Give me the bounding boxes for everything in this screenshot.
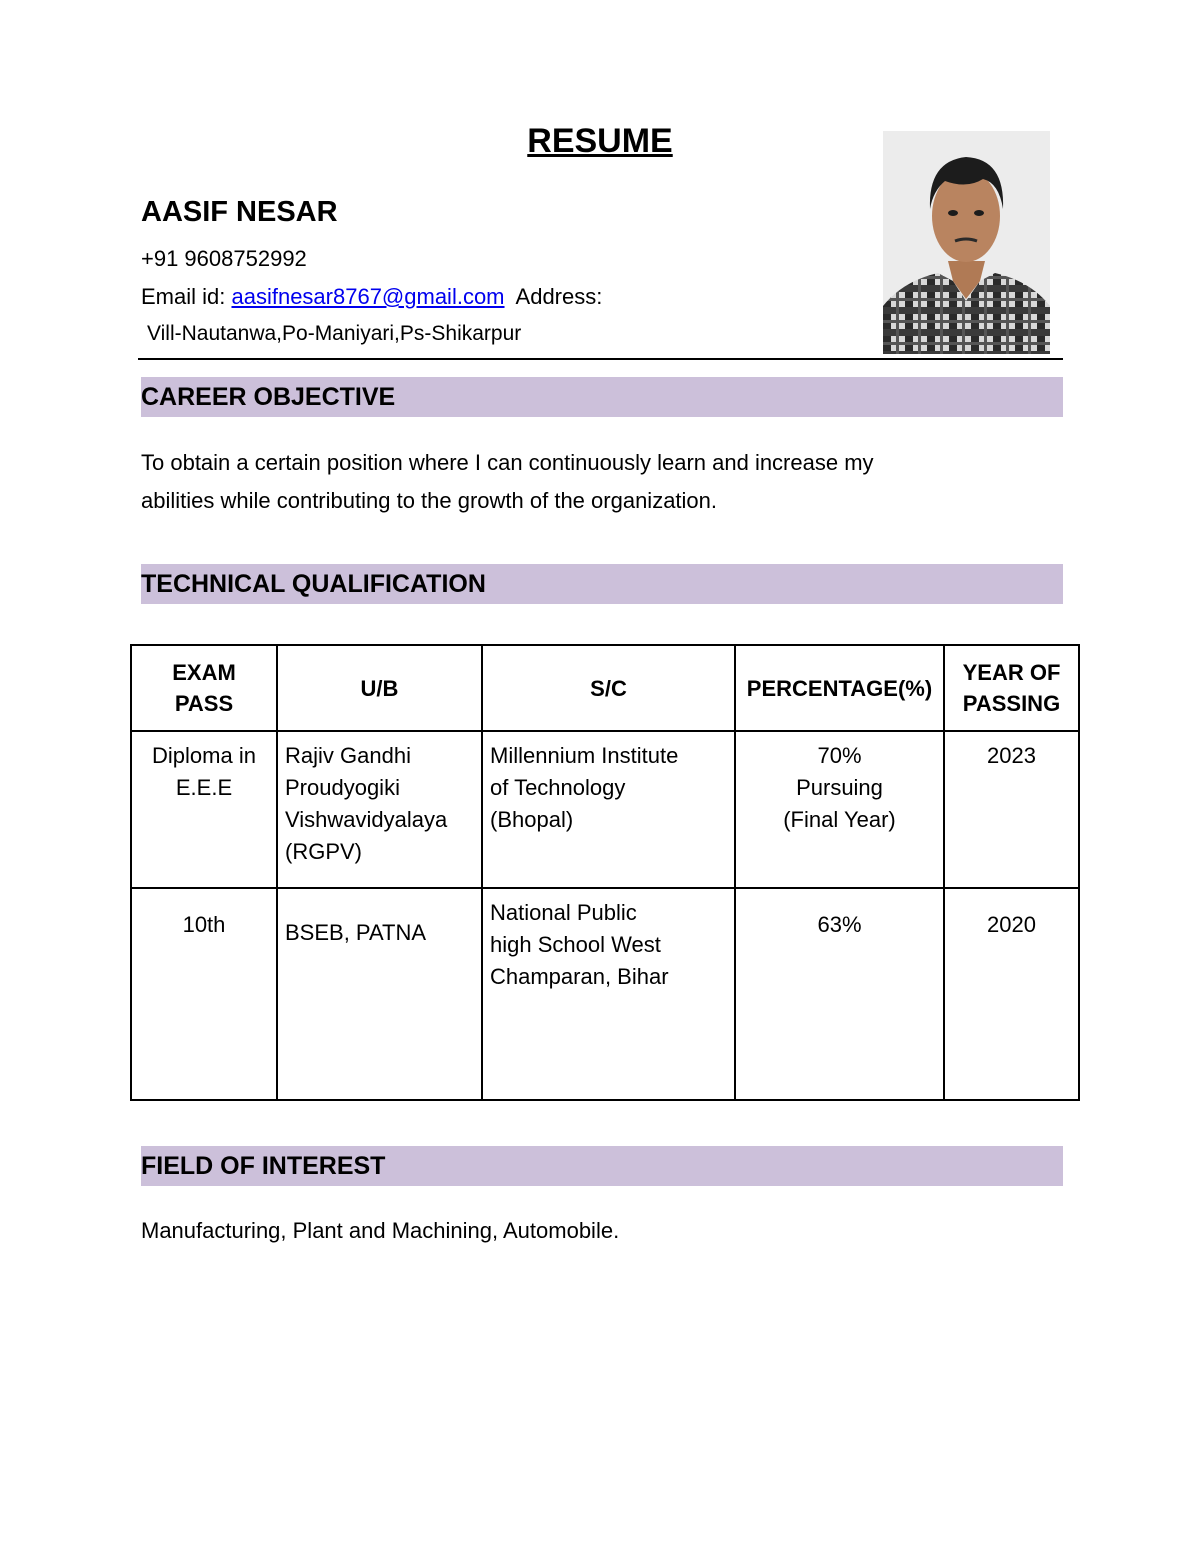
cell-year: 2020 [944, 888, 1079, 1100]
cell-text: high School West [490, 932, 661, 957]
career-objective-line-2: abilities while contributing to the growth of the organization. [141, 488, 718, 513]
address-label: Address: [515, 284, 603, 309]
column-header-exam [131, 645, 277, 731]
cell-percentage [735, 731, 944, 888]
phone-number: +91 9608752992 [141, 246, 307, 271]
cell-text: 10th [182, 912, 226, 937]
table-row [131, 888, 1079, 1100]
profile-photo-icon [883, 131, 1050, 354]
column-header-year [944, 645, 1079, 731]
cell-text: 70% [817, 743, 862, 768]
technical-qualification-heading: TECHNICAL QUALIFICATION [141, 564, 1063, 604]
cell-sc [482, 888, 735, 1100]
email-label: Email id: [141, 284, 226, 309]
cell-year: 2023 [944, 731, 1079, 888]
cell-text: Diploma in [152, 743, 256, 768]
cell-exam [131, 888, 277, 1100]
cell-ub [277, 888, 482, 1100]
cell-sc [482, 731, 735, 888]
cell-text: E.E.E [175, 775, 233, 800]
cell-text: BSEB, PATNA [285, 920, 427, 945]
column-header-percentage: PERCENTAGE(%) [735, 645, 944, 731]
cell-text: Rajiv Gandhi [285, 743, 411, 768]
table-header-row [131, 645, 1079, 731]
column-header-exam-line: EXAM [172, 660, 236, 685]
cell-text: National Public [490, 900, 637, 925]
cell-text: (Bhopal) [490, 807, 574, 832]
table-row [131, 731, 1079, 888]
cell-percentage [735, 888, 944, 1100]
cell-text: Vishwavidyalaya [285, 807, 448, 832]
address-text: Vill-Nautanwa,Po-Maniyari,Ps-Shikarpur [147, 322, 522, 345]
column-header-year-line: PASSING [962, 691, 1061, 716]
cell-text: of Technology [490, 775, 626, 800]
page-title: RESUME [527, 122, 673, 160]
cell-exam [131, 731, 277, 888]
cell-text: Millennium Institute [490, 743, 679, 768]
cell-text: (Final Year) [783, 807, 896, 832]
cell-text: (RGPV) [285, 839, 362, 864]
field-of-interest-text: Manufacturing, Plant and Machining, Automobile. [141, 1218, 620, 1243]
career-objective-line-1: To obtain a certain position where I can continuously learn and increase my [141, 450, 874, 475]
cell-text: Champaran, Bihar [490, 964, 669, 989]
cell-text: Proudyogiki [285, 775, 400, 800]
email-link[interactable]: aasifnesar8767@gmail.com [231, 284, 505, 309]
cell-ub [277, 731, 482, 888]
column-header-exam-line: PASS [174, 691, 234, 716]
career-objective-heading: CAREER OBJECTIVE [141, 377, 1063, 417]
header-divider [138, 358, 1063, 360]
field-of-interest-heading: FIELD OF INTEREST [141, 1146, 1063, 1186]
contact-line [141, 284, 602, 310]
cell-text: Pursuing [796, 775, 883, 800]
candidate-name: AASIF NESAR [141, 196, 338, 228]
column-header-ub: U/B [277, 645, 482, 731]
qualification-table [130, 644, 1080, 1101]
profile-photo [883, 131, 1050, 354]
column-header-year-line: YEAR OF [962, 660, 1061, 685]
career-objective-text [141, 444, 1041, 520]
column-header-sc: S/C [482, 645, 735, 731]
cell-text: 63% [817, 912, 862, 937]
